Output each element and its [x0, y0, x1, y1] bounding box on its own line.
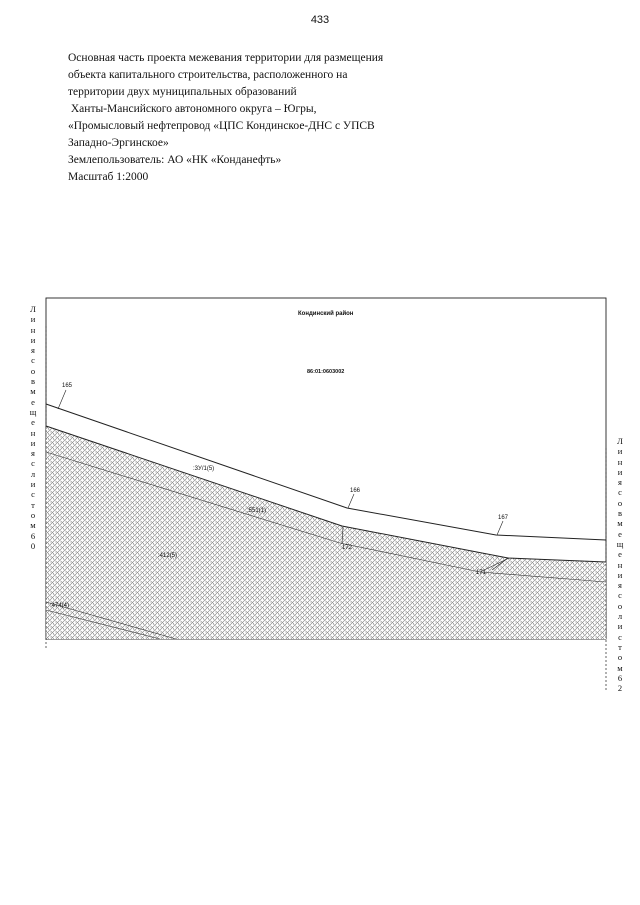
vertical-letter: с [31, 458, 35, 469]
point-label: 165 [62, 383, 73, 389]
vertical-letter: и [30, 437, 36, 448]
point-label: 172 [342, 545, 353, 551]
header-line: Землепользователь: АО «НК «Конданефть» [68, 154, 282, 166]
left-match-line-label [27, 304, 39, 551]
vertical-letter: о [617, 652, 623, 663]
header-line: Ханты-Мансийского автономного округа – Югры, [68, 103, 317, 115]
vertical-letter: м [617, 518, 623, 529]
vertical-letter: и [30, 314, 36, 325]
vertical-letter: и [30, 334, 36, 345]
point-label: 166 [350, 488, 361, 494]
vertical-letter: с [618, 487, 622, 498]
vertical-letter: н [30, 324, 36, 335]
vertical-letter: н [30, 427, 36, 438]
cadastral-quarter-label: 86:01:0603002 [307, 369, 345, 375]
vertical-letter: и [617, 621, 623, 632]
vertical-letter: в [617, 508, 622, 519]
header-line: Масштаб 1:2000 [68, 171, 149, 183]
parcel-label: :412(5) [158, 553, 178, 559]
vertical-letter: и [617, 466, 623, 477]
header-line: Западно-Эргинское» [68, 137, 169, 149]
header-line: «Промысловый нефтепровод «ЦПС Кондинское-ДНС с УПСВ [68, 120, 375, 132]
vertical-letter: 6 [617, 672, 623, 683]
vertical-letter: с [618, 631, 622, 642]
vertical-letter: с [31, 355, 35, 366]
vertical-letter: м [30, 520, 36, 531]
parcel-label: :551(1) [247, 508, 267, 514]
vertical-letter: н [617, 456, 623, 467]
vertical-letter: щ [616, 538, 624, 549]
vertical-letter: я [31, 345, 35, 356]
vertical-letter: м [617, 662, 623, 673]
header-line: Основная часть проекта межевания территории для размещения [68, 52, 384, 64]
vertical-letter: т [618, 641, 622, 652]
right-match-line-label [614, 436, 626, 693]
vertical-letter: о [617, 600, 623, 611]
vertical-letter: я [618, 477, 622, 488]
vertical-letter: е [618, 528, 622, 539]
point-label: 171 [476, 570, 487, 576]
vertical-letter: 6 [30, 530, 36, 541]
vertical-letter: Л [30, 304, 36, 314]
vertical-letter: е [31, 396, 35, 407]
vertical-letter: щ [29, 406, 37, 417]
vertical-letter: 0 [30, 540, 36, 551]
parcel-label: :474(4) [50, 603, 70, 609]
vertical-letter: т [31, 499, 35, 510]
header-line: объекта капитального строительства, расположенного на [68, 69, 348, 81]
vertical-letter: и [30, 479, 36, 490]
vertical-letter: о [30, 365, 36, 376]
vertical-letter: и [617, 569, 623, 580]
vertical-letter: я [618, 580, 622, 591]
vertical-letter: е [31, 417, 35, 428]
parcel-label: :3У/1(5) [193, 466, 215, 472]
vertical-letter: о [617, 497, 623, 508]
vertical-letter: с [618, 590, 622, 601]
vertical-letter: в [30, 376, 35, 387]
vertical-letter: с [31, 489, 35, 500]
vertical-letter: л [617, 611, 623, 622]
vertical-letter: о [30, 509, 36, 520]
district-label: Кондинский район [298, 311, 354, 317]
point-label: 167 [498, 515, 509, 521]
vertical-letter: Л [617, 436, 623, 446]
header-line: территории двух муниципальных образований [68, 86, 297, 98]
vertical-letter: е [618, 549, 622, 560]
page-number: 433 [310, 14, 330, 26]
vertical-letter: н [617, 559, 623, 570]
vertical-letter: м [30, 386, 36, 397]
vertical-letter: и [617, 446, 623, 457]
vertical-letter: я [31, 448, 35, 459]
vertical-letter: л [30, 468, 36, 479]
vertical-letter: 2 [617, 683, 623, 694]
